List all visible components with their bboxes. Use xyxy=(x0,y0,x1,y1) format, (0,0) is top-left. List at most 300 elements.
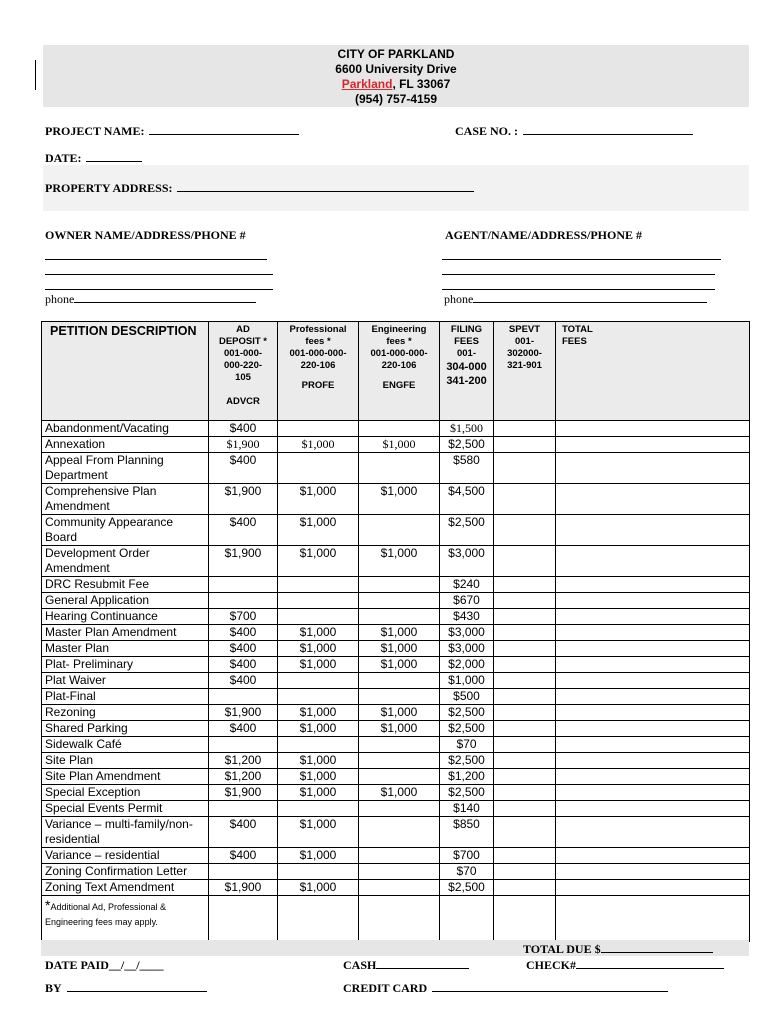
header-filing-line: 341-200 xyxy=(446,375,487,387)
professional-fee-cell: $1,000 xyxy=(278,437,359,453)
professional-fee-cell xyxy=(278,453,359,484)
filing-fee-cell: $2,500 xyxy=(440,721,494,737)
ad-deposit-cell xyxy=(209,577,278,593)
date-field xyxy=(45,151,142,165)
professional-fee-cell: $1,000 xyxy=(278,769,359,785)
ad-deposit-cell: $400 xyxy=(209,673,278,689)
cash-label: CASH xyxy=(343,958,377,972)
by-label: BY xyxy=(45,981,62,995)
ad-deposit-cell: $1,900 xyxy=(209,484,278,515)
petition-description-cell: Master Plan Amendment xyxy=(42,625,209,641)
table-row xyxy=(42,737,750,753)
owner-line-3[interactable] xyxy=(45,289,273,290)
header-prof-spacer xyxy=(278,372,358,380)
header-filing-fees xyxy=(440,322,494,421)
total-due-label: TOTAL DUE $ xyxy=(523,942,601,956)
professional-fee-cell: $1,000 xyxy=(278,817,359,848)
table-row xyxy=(42,421,750,437)
petition-description-cell: Comprehensive Plan Amendment xyxy=(42,484,209,515)
filing-fee-cell: $2,500 xyxy=(440,437,494,453)
table-row xyxy=(42,673,750,689)
state-zip: , FL 33067 xyxy=(392,77,451,91)
ad-deposit-cell: $1,900 xyxy=(209,880,278,896)
spevt-fee-cell[interactable] xyxy=(494,593,556,609)
engineering-fee-cell: $1,000 xyxy=(359,705,440,721)
footnote-empty-cell xyxy=(494,896,556,942)
table-row xyxy=(42,817,750,848)
spevt-fee-cell[interactable] xyxy=(494,609,556,625)
total-fee-cell[interactable] xyxy=(556,515,750,546)
filing-fee-cell: $580 xyxy=(440,453,494,484)
total-fee-cell[interactable] xyxy=(556,673,750,689)
petition-description-cell: Zoning Text Amendment xyxy=(42,880,209,896)
petition-description-cell: Rezoning xyxy=(42,705,209,721)
owner-line-1[interactable] xyxy=(45,259,267,260)
filing-fee-cell: $240 xyxy=(440,577,494,593)
table-row xyxy=(42,641,750,657)
engineering-fee-cell: $1,000 xyxy=(359,721,440,737)
table-row xyxy=(42,657,750,673)
header-prof-line: fees * xyxy=(305,336,331,347)
engineering-fee-cell xyxy=(359,593,440,609)
petition-description-cell: Plat- Preliminary xyxy=(42,657,209,673)
case-no-field xyxy=(455,124,693,138)
total-fee-cell[interactable] xyxy=(556,721,750,737)
ad-deposit-cell: $400 xyxy=(209,657,278,673)
ad-deposit-cell: $400 xyxy=(209,641,278,657)
footnote-empty-cell xyxy=(556,896,750,942)
ad-deposit-cell: $400 xyxy=(209,453,278,484)
header-eng-spacer xyxy=(359,372,439,380)
engineering-fee-cell: $1,000 xyxy=(359,625,440,641)
engineering-fee-cell: $1,000 xyxy=(359,657,440,673)
header-ad-line: DEPOSIT * xyxy=(218,336,268,347)
by-blank[interactable] xyxy=(67,981,207,992)
petition-description-cell: Site Plan xyxy=(42,753,209,769)
engineering-fee-cell xyxy=(359,689,440,705)
professional-fee-cell: $1,000 xyxy=(278,657,359,673)
total-fee-cell[interactable] xyxy=(556,864,750,880)
filing-fee-cell: $1,200 xyxy=(440,769,494,785)
table-row xyxy=(42,689,750,705)
header-ad-line: 000-220- xyxy=(223,360,263,371)
spevt-fee-cell[interactable] xyxy=(494,515,556,546)
petition-description-cell: Appeal From Planning Department xyxy=(42,453,209,484)
spevt-fee-cell[interactable] xyxy=(494,625,556,641)
table-row xyxy=(42,801,750,817)
petition-description-cell: Variance – residential xyxy=(42,848,209,864)
filing-fee-cell: $2,500 xyxy=(440,785,494,801)
spevt-fee-cell[interactable] xyxy=(494,484,556,515)
filing-fee-cell: $3,000 xyxy=(440,641,494,657)
ad-deposit-cell: $1,900 xyxy=(209,705,278,721)
owner-phone-field xyxy=(45,292,256,306)
project-name-blank[interactable] xyxy=(149,124,299,135)
footnote-empty-cell xyxy=(359,896,440,942)
header-phone: (954) 757-4159 xyxy=(354,92,438,106)
table-row xyxy=(42,546,750,577)
engineering-fee-cell xyxy=(359,817,440,848)
engineering-fee-cell xyxy=(359,753,440,769)
header-spevt xyxy=(494,322,556,421)
engineering-fee-cell xyxy=(359,801,440,817)
ad-deposit-cell xyxy=(209,593,278,609)
petition-description-cell: Special Events Permit xyxy=(42,801,209,817)
case-no-blank[interactable] xyxy=(523,124,693,135)
credit-card-blank[interactable] xyxy=(432,981,668,992)
spevt-fee-cell[interactable] xyxy=(494,641,556,657)
header-ad-spacer xyxy=(209,384,277,396)
professional-fee-cell: $1,000 xyxy=(278,641,359,657)
professional-fee-cell: $1,000 xyxy=(278,484,359,515)
header-prof-line: PROFE xyxy=(301,380,335,391)
total-fee-cell[interactable] xyxy=(556,657,750,673)
ad-deposit-cell xyxy=(209,689,278,705)
petition-description-cell: Community Appearance Board xyxy=(42,515,209,546)
filing-fee-cell: $2,500 xyxy=(440,705,494,721)
table-row xyxy=(42,437,750,453)
filing-fee-cell: $670 xyxy=(440,593,494,609)
spevt-fee-cell[interactable] xyxy=(494,848,556,864)
filing-fee-cell: $70 xyxy=(440,864,494,880)
total-fee-cell[interactable] xyxy=(556,641,750,657)
engineering-fee-cell: $1,000 xyxy=(359,546,440,577)
table-row xyxy=(42,593,750,609)
filing-fee-cell: $3,000 xyxy=(440,546,494,577)
spevt-fee-cell[interactable] xyxy=(494,657,556,673)
engineering-fee-cell xyxy=(359,609,440,625)
professional-fee-cell xyxy=(278,577,359,593)
agent-phone-blank[interactable] xyxy=(473,292,707,303)
owner-phone-blank[interactable] xyxy=(74,292,256,303)
ad-deposit-cell: $400 xyxy=(209,721,278,737)
agent-phone-field xyxy=(444,292,707,306)
total-fee-cell[interactable] xyxy=(556,737,750,753)
table-row xyxy=(42,577,750,593)
total-fee-cell[interactable] xyxy=(556,484,750,515)
engineering-fee-cell xyxy=(359,421,440,437)
spevt-fee-cell[interactable] xyxy=(494,801,556,817)
header-filing-line: FEES xyxy=(454,336,479,347)
spevt-fee-cell[interactable] xyxy=(494,721,556,737)
total-due-field xyxy=(523,942,713,956)
header-banner xyxy=(43,45,749,107)
spevt-fee-cell[interactable] xyxy=(494,546,556,577)
filing-fee-cell: $70 xyxy=(440,737,494,753)
property-address-label: PROPERTY ADDRESS: xyxy=(45,181,173,195)
spevt-fee-cell[interactable] xyxy=(494,421,556,437)
engineering-fee-cell xyxy=(359,769,440,785)
filing-fee-cell: $2,500 xyxy=(440,515,494,546)
ad-deposit-cell: $1,200 xyxy=(209,753,278,769)
header-filing-line: 001- xyxy=(456,348,476,359)
fee-table xyxy=(41,321,750,942)
professional-fee-cell: $1,000 xyxy=(278,880,359,896)
header-eng-line: Engineering xyxy=(371,324,427,335)
cash-field xyxy=(343,958,469,972)
spevt-fee-cell[interactable] xyxy=(494,705,556,721)
professional-fee-cell: $1,000 xyxy=(278,515,359,546)
header-spevt-line: 321-901 xyxy=(507,360,542,371)
spevt-fee-cell[interactable] xyxy=(494,753,556,769)
owner-phone-label: phone xyxy=(45,292,75,306)
header-spevt-line: SPEVT xyxy=(508,324,541,335)
filing-fee-cell: $430 xyxy=(440,609,494,625)
engineering-fee-cell xyxy=(359,453,440,484)
spevt-fee-cell[interactable] xyxy=(494,673,556,689)
total-fee-cell[interactable] xyxy=(556,801,750,817)
engineering-fee-cell xyxy=(359,737,440,753)
engineering-fee-cell xyxy=(359,577,440,593)
table-row xyxy=(42,880,750,896)
total-fee-cell[interactable] xyxy=(556,880,750,896)
petition-description-cell: Plat-Final xyxy=(42,689,209,705)
table-row xyxy=(42,864,750,880)
professional-fee-cell xyxy=(278,864,359,880)
filing-fee-cell: $3,000 xyxy=(440,625,494,641)
spevt-fee-cell[interactable] xyxy=(494,437,556,453)
header-ad-line: ADVCR xyxy=(226,396,260,407)
city-link[interactable]: Parkland xyxy=(341,77,393,91)
petition-description-cell: Variance – multi-family/non-residential xyxy=(42,817,209,848)
engineering-fee-cell xyxy=(359,880,440,896)
agent-line-1[interactable] xyxy=(442,259,721,260)
engineering-fee-cell: $1,000 xyxy=(359,437,440,453)
header-ad-line: 001-000- xyxy=(223,348,263,359)
professional-fee-cell: $1,000 xyxy=(278,753,359,769)
professional-fee-cell xyxy=(278,689,359,705)
ad-deposit-cell: $1,900 xyxy=(209,546,278,577)
petition-description-cell: Plat Waiver xyxy=(42,673,209,689)
header-spevt-line: 302000- xyxy=(507,348,542,359)
engineering-fee-cell: $1,000 xyxy=(359,785,440,801)
credit-card-field xyxy=(343,981,668,995)
ad-deposit-cell: $400 xyxy=(209,625,278,641)
header-prof-line: Professional xyxy=(289,324,347,335)
total-fee-cell[interactable] xyxy=(556,817,750,848)
ad-deposit-cell: $1,200 xyxy=(209,769,278,785)
check-label: CHECK# xyxy=(526,958,577,972)
petition-description-cell: Site Plan Amendment xyxy=(42,769,209,785)
table-row xyxy=(42,721,750,737)
filing-fee-cell: $1,500 xyxy=(440,421,494,437)
check-blank[interactable] xyxy=(576,958,724,969)
ad-deposit-cell: $400 xyxy=(209,515,278,546)
footnote-empty-cell xyxy=(440,896,494,942)
total-fee-cell[interactable] xyxy=(556,705,750,721)
org-name: CITY OF PARKLAND xyxy=(337,47,455,61)
total-fee-cell[interactable] xyxy=(556,689,750,705)
engineering-fee-cell: $1,000 xyxy=(359,641,440,657)
header-eng-line: fees * xyxy=(386,336,412,347)
petition-description-cell: Special Exception xyxy=(42,785,209,801)
header-total-fees xyxy=(556,322,750,421)
agent-line-2[interactable] xyxy=(442,274,715,275)
total-fee-cell[interactable] xyxy=(556,437,750,453)
professional-fee-cell xyxy=(278,737,359,753)
header-eng-line: ENGFE xyxy=(382,380,416,391)
engineering-fee-cell xyxy=(359,848,440,864)
total-fee-cell[interactable] xyxy=(556,453,750,484)
total-fee-cell[interactable] xyxy=(556,753,750,769)
footnote-row xyxy=(42,896,750,942)
filing-fee-cell: $2,000 xyxy=(440,657,494,673)
table-row xyxy=(42,515,750,546)
filing-fee-cell: $700 xyxy=(440,848,494,864)
petition-description-cell: Shared Parking xyxy=(42,721,209,737)
professional-fee-cell xyxy=(278,673,359,689)
city-state-zip xyxy=(43,77,749,92)
table-row xyxy=(42,785,750,801)
filing-fee-cell: $2,500 xyxy=(440,880,494,896)
header-eng-line: 001-000-000- xyxy=(370,348,428,359)
professional-fee-cell xyxy=(278,421,359,437)
project-name-label: PROJECT NAME: xyxy=(45,124,145,138)
header-eng-line: 220-106 xyxy=(381,360,417,371)
petition-description-cell: Abandonment/Vacating xyxy=(42,421,209,437)
header-ad-deposit xyxy=(209,322,278,421)
table-row xyxy=(42,453,750,484)
ad-deposit-cell: $400 xyxy=(209,421,278,437)
header-filing-line: FILING xyxy=(450,324,483,335)
petition-description-cell: Zoning Confirmation Letter xyxy=(42,864,209,880)
agent-phone-label: phone xyxy=(444,292,474,306)
street-address: 6600 University Drive xyxy=(335,62,457,76)
header-prof-line: 001-000-000- xyxy=(289,348,347,359)
total-fee-cell[interactable] xyxy=(556,421,750,437)
footnote-text: Additional Ad, Professional & Engineering fees may apply. xyxy=(45,902,167,927)
footnote-empty-cell xyxy=(278,896,359,942)
table-row xyxy=(42,484,750,515)
spevt-fee-cell[interactable] xyxy=(494,785,556,801)
spevt-fee-cell[interactable] xyxy=(494,864,556,880)
petition-description-cell: Master Plan xyxy=(42,641,209,657)
header-petition-description: PETITION DESCRIPTION xyxy=(42,322,209,421)
ad-deposit-cell: $400 xyxy=(209,848,278,864)
table-row xyxy=(42,705,750,721)
filing-fee-cell: $850 xyxy=(440,817,494,848)
spevt-fee-cell[interactable] xyxy=(494,769,556,785)
petition-description-cell: Sidewalk Café xyxy=(42,737,209,753)
header-spevt-line: 001- xyxy=(514,336,534,347)
professional-fee-cell: $1,000 xyxy=(278,705,359,721)
spevt-fee-cell[interactable] xyxy=(494,689,556,705)
engineering-fee-cell xyxy=(359,673,440,689)
professional-fee-cell xyxy=(278,801,359,817)
header-filing-line: 304-000 xyxy=(446,361,487,373)
professional-fee-cell: $1,000 xyxy=(278,721,359,737)
total-due-blank[interactable] xyxy=(601,942,713,953)
spevt-fee-cell[interactable] xyxy=(494,737,556,753)
filing-fee-cell: $500 xyxy=(440,689,494,705)
ad-deposit-cell: $700 xyxy=(209,609,278,625)
footnote-mark: * xyxy=(45,897,51,913)
header-engineering-fees xyxy=(359,322,440,421)
text-cursor xyxy=(35,60,36,90)
agent-label: AGENT/NAME/ADDRESS/PHONE # xyxy=(445,228,643,242)
petition-description-cell: General Application xyxy=(42,593,209,609)
spevt-fee-cell[interactable] xyxy=(494,817,556,848)
ad-deposit-cell xyxy=(209,864,278,880)
filing-fee-cell: $1,000 xyxy=(440,673,494,689)
petition-description-cell: Annexation xyxy=(42,437,209,453)
total-fee-cell[interactable] xyxy=(556,546,750,577)
total-fee-cell[interactable] xyxy=(556,625,750,641)
check-field xyxy=(526,958,724,972)
by-field xyxy=(45,981,207,995)
property-address-blank[interactable] xyxy=(177,181,474,192)
property-address-field xyxy=(45,181,474,195)
date-label: DATE: xyxy=(45,151,82,165)
date-blank[interactable] xyxy=(86,151,142,162)
total-fee-cell[interactable] xyxy=(556,593,750,609)
professional-fee-cell xyxy=(278,609,359,625)
petition-description-cell: Hearing Continuance xyxy=(42,609,209,625)
spevt-fee-cell[interactable] xyxy=(494,880,556,896)
petition-description-cell: DRC Resubmit Fee xyxy=(42,577,209,593)
total-fee-cell[interactable] xyxy=(556,848,750,864)
total-fee-cell[interactable] xyxy=(556,769,750,785)
total-fee-cell[interactable] xyxy=(556,609,750,625)
professional-fee-cell xyxy=(278,593,359,609)
engineering-fee-cell xyxy=(359,864,440,880)
engineering-fee-cell xyxy=(359,515,440,546)
header-total-line: TOTAL xyxy=(562,324,593,335)
table-row xyxy=(42,625,750,641)
header-ad-line: 105 xyxy=(235,372,251,383)
professional-fee-cell: $1,000 xyxy=(278,625,359,641)
agent-line-3[interactable] xyxy=(442,289,715,290)
header-professional-fees xyxy=(278,322,359,421)
ad-deposit-cell: $400 xyxy=(209,817,278,848)
header-total-line: FEES xyxy=(562,336,587,347)
cash-blank[interactable] xyxy=(376,958,469,969)
ad-deposit-cell xyxy=(209,801,278,817)
header-ad-line: AD xyxy=(236,324,250,335)
project-name-field xyxy=(45,124,299,138)
table-row xyxy=(42,769,750,785)
total-fee-cell[interactable] xyxy=(556,785,750,801)
spevt-fee-cell[interactable] xyxy=(494,453,556,484)
ad-deposit-cell: $1,900 xyxy=(209,437,278,453)
table-row xyxy=(42,609,750,625)
table-row xyxy=(42,848,750,864)
table-row xyxy=(42,753,750,769)
fee-rows xyxy=(42,421,750,896)
footnote-empty-cell xyxy=(209,896,278,942)
case-no-label: CASE NO. : xyxy=(455,124,519,138)
filing-fee-cell: $2,500 xyxy=(440,753,494,769)
filing-fee-cell: $140 xyxy=(440,801,494,817)
owner-label: OWNER NAME/ADDRESS/PHONE # xyxy=(45,228,246,242)
filing-fee-cell: $4,500 xyxy=(440,484,494,515)
owner-line-2[interactable] xyxy=(45,274,273,275)
petition-description-cell: Development Order Amendment xyxy=(42,546,209,577)
professional-fee-cell: $1,000 xyxy=(278,546,359,577)
total-fee-cell[interactable] xyxy=(556,577,750,593)
engineering-fee-cell: $1,000 xyxy=(359,484,440,515)
table-header-row xyxy=(42,322,750,421)
spevt-fee-cell[interactable] xyxy=(494,577,556,593)
ad-deposit-cell: $1,900 xyxy=(209,785,278,801)
date-paid-field[interactable]: DATE PAID__/__/____ xyxy=(45,958,164,972)
ad-deposit-cell xyxy=(209,737,278,753)
credit-card-label: CREDIT CARD xyxy=(343,981,428,995)
footnote-cell xyxy=(42,896,209,942)
professional-fee-cell: $1,000 xyxy=(278,848,359,864)
header-prof-line: 220-106 xyxy=(300,360,336,371)
professional-fee-cell: $1,000 xyxy=(278,785,359,801)
